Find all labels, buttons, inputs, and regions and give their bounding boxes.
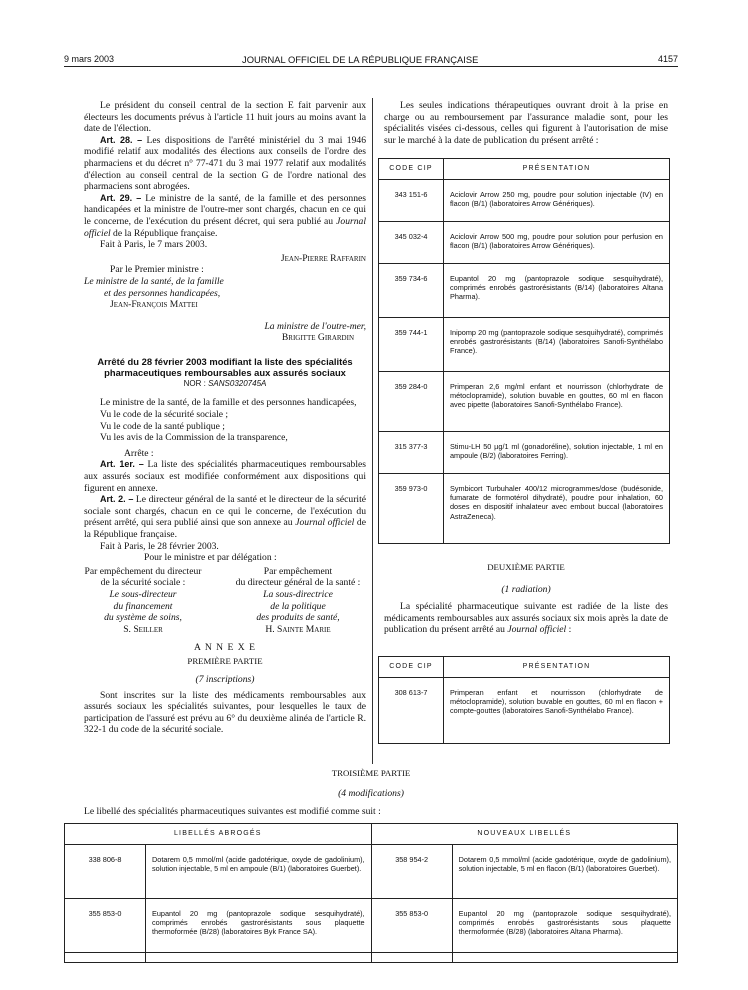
- modifications-table: [64, 823, 678, 963]
- troisieme-partie-heading: TROISIÈME PARTIE: [331, 768, 411, 778]
- radiation-count: (1 radiation): [501, 583, 551, 595]
- right-column: [384, 100, 668, 146]
- article-2: Art. 2. – Le directeur général de la santé et le directeur de la sécurité sociale sont chargés, chacun en ce qui le concerne, de l'exécution du présent arrêté, qui sera publié ainsi que son annexe au Journal officiel de la République française.: [84, 494, 367, 540]
- fait-paris-2: Fait à Paris, le 28 février 2003.: [100, 540, 219, 552]
- table-row: 345 032-4 Aciclovir Arrow 500 mg, poudre pour solution pour perfusion en flacon (B/1) (laboratoires Arrow Génériques).: [379, 222, 670, 264]
- col-presentation: PRÉSENTATION: [444, 657, 670, 678]
- paragraph-president: Le président du conseil central de la section E fait parvenir aux électeurs les documents prévus à l'article 11 huit jours au moins avant la date de l'élection.: [84, 100, 366, 135]
- signature-seiller: S. Seiller: [123, 623, 163, 635]
- vu-code-sante: Vu le code de la santé publique ;: [100, 420, 225, 432]
- radiation-table: [378, 656, 670, 744]
- signature-raffarin: Jean-Pierre Raffarin: [280, 252, 366, 264]
- pour-le-ministre: Pour le ministre et par délégation :: [144, 552, 277, 564]
- left-column: [84, 100, 366, 736]
- ministre-sante-line1: Le ministre de la santé, de la famille: [84, 275, 224, 287]
- signature-seiller-block: Par empêchement du directeur de la sécurité sociale : Le sous-directeur du financement du système de soins, S. Seiller: [68, 566, 218, 636]
- header-page-number: 4157: [657, 54, 678, 64]
- fait-paris-1: Fait à Paris, le 7 mars 2003.: [100, 239, 208, 251]
- vu-avis: Vu les avis de la Commission de la transparence,: [100, 432, 288, 444]
- col-code-cip: CODE CIP: [379, 657, 444, 678]
- table-row: 359 734-6 Eupantol 20 mg (pantoprazole sodique sesquihydraté), comprimés enrobés gastrorésistants (B/14) (laboratoires Altana Pharma).: [379, 264, 670, 318]
- le-ministre: Le ministre de la santé, de la famille et des personnes handicapées,: [100, 397, 357, 409]
- deuxieme-partie-heading: DEUXIÈME PARTIE: [487, 562, 565, 572]
- indications-intro: Les seules indications thérapeutiques ouvrant droit à la prise en charge ou au remboursement par l'assurance maladie sont, pour les spécialités visées ci-dessous, celles qui figurent à l'autorisation de mise sur le marché à la date de publication du présent arrêté :: [384, 100, 668, 146]
- header-journal-title: JOURNAL OFFICIEL DE LA RÉPUBLIQUE FRANÇAISE: [242, 54, 479, 65]
- col-libelles-abroges: LIBELLÉS ABROGÉS: [65, 824, 372, 845]
- nor-reference: NOR : SANS0320745A: [183, 378, 267, 388]
- col-code-cip: CODE CIP: [379, 159, 444, 180]
- annexe-heading: A N N E X E: [194, 641, 256, 653]
- ministre-outremer: La ministre de l'outre-mer,: [264, 320, 366, 332]
- arrete-title: Arrêté du 28 février 2003 modifiant la liste des spécialités pharmaceutiques remboursables aux assurés sociaux: [97, 355, 353, 378]
- table-row: 359 284-0 Primperan 2,6 mg/ml enfant et nourrisson (chlorhydrate de métoclopramide), solution buvable en gouttes, 60 ml en flacon avec pipette (laboratoires Sanofi-Synthélabo France).: [379, 372, 670, 432]
- vu-code-securite: Vu le code de la sécurité sociale ;: [100, 409, 229, 421]
- signature-mattei: Jean-François Mattei: [110, 299, 198, 311]
- inscriptions-table: [378, 158, 670, 544]
- libelle-paragraph: Le libellé des spécialités pharmaceutiques suivantes est modifié comme suit :: [84, 806, 381, 817]
- table-row: 338 806-8 Dotarem 0,5 mmol/ml (acide gadotérique, oxyde de gadolinium), solution injectable, 5 ml en ampoule (B/1) (laboratoires Guerbet). 358 954-2 Dotarem 0,5 mmol/ml (acide gadotérique, oxyde de gadolinium), solution injectable, 5 ml en flacon (B/1) (laboratoires Guerbet).: [65, 845, 678, 899]
- premiere-partie-heading: PREMIÈRE PARTIE: [187, 656, 263, 667]
- table-row: [65, 953, 678, 963]
- table-row: 308 613-7 Primperan enfant et nourrisson (chlorhydrate de métoclopramide), solution buvable en gouttes, 60 ml en flacon + compte-gouttes (laboratoires Sanofi-Synthélabo France).: [379, 678, 670, 744]
- troisieme-partie-section: [64, 768, 678, 799]
- table-row: 355 853-0 Eupantol 20 mg (pantoprazole sodique sesquihydraté), comprimés enrobés gastrorésistants sous plaquette thermoformée (B/28) (laboratoires Byk France SA). 355 853-0 Eupantol 20 mg (pantoprazole sodique sesquihydraté), comprimés enrobés gastrorésistants sous plaquette thermoformée (B/28) (laboratoires Altana Pharma).: [65, 899, 678, 953]
- header-date: 9 mars 2003: [64, 54, 115, 64]
- ministre-sante-line2: et des personnes handicapées,: [104, 287, 221, 299]
- article-29: Art. 29. – Le ministre de la santé, de la famille et des personnes handicapées et la ministre de l'outre-mer sont chargés, chacun en ce qui le concerne, de l'exécution du présent décret, qui sera publié au Journal officiel de la République française.: [84, 192, 366, 239]
- signature-block: [84, 566, 366, 636]
- table-row: 359 973-0 Symbicort Turbuhaler 400/12 microgrammes/dose (budésonide, fumarate de formotérol dihydraté), poudre pour inhalation, 60 doses en dispositif inhalateur avec embout buccal (laboratoires AstraZeneca).: [379, 474, 670, 544]
- signature-girardin: Brigitte Girardin: [281, 332, 354, 344]
- arrete-label: Arrête :: [124, 447, 154, 459]
- col-presentation: PRÉSENTATION: [444, 159, 670, 180]
- signature-sainte-marie-block: Par empêchement du directeur général de la santé : La sous-directrice de la politique des produits de santé, H. Sainte Marie: [218, 566, 378, 636]
- col-nouveaux-libelles: NOUVEAUX LIBELLÉS: [371, 824, 677, 845]
- inscriptions-count: (7 inscriptions): [195, 673, 255, 685]
- table-row: 359 744-1 Inipomp 20 mg (pantoprazole sodique sesquihydraté), comprimés enrobés gastrorésistants (B/14) (laboratoires Sanofi-Synthélabo France).: [379, 318, 670, 372]
- column-divider: [372, 98, 373, 764]
- par-premier-ministre: Par le Premier ministre :: [110, 264, 204, 276]
- table-row: 343 151-6 Aciclovir Arrow 250 mg, poudre pour solution injectable (IV) en flacon (B/1) (laboratoires Arrow Génériques).: [379, 180, 670, 222]
- article-1: Art. 1er. – La liste des spécialités pharmaceutiques remboursables aux assurés sociaux est modifiée conformément aux dispositions qui figurent en annexe.: [84, 459, 366, 494]
- sont-inscrites: Sont inscrites sur la liste des médicaments remboursables aux assurés sociaux les spécialités suivantes, pour lesquelles le taux de participation de l'assuré est prévu au 6° du deuxième alinéa de l'article R. 322-1 du code de la sécurité sociale.: [84, 689, 366, 736]
- signature-sainte-marie: H. Sainte Marie: [265, 623, 331, 635]
- table-row: 315 377-3 Stimu-LH 50 µg/1 ml (gonadoréline), solution injectable, 1 ml en ampoule (B/2) (laboratoires Ferring).: [379, 432, 670, 474]
- modifications-count: (4 modifications): [338, 787, 404, 799]
- header-rule: [64, 66, 678, 67]
- deuxieme-partie-section: [384, 562, 668, 636]
- article-28: Art. 28. – Les dispositions de l'arrêté ministériel du 3 mai 1946 modifié relatif aux modalités des élections aux conseils de l'ordre des pharmaciens et du décret n° 77-471 du 3 mai 1977 relatif aux modalités d'élection au conseil central de la section G de l'ordre national des pharmaciens sont abrogées.: [84, 134, 366, 193]
- radiee-paragraph: La spécialité pharmaceutique suivante est radiée de la liste des médicaments remboursables aux assurés sociaux six mois après la date de publication du présent arrêté au Journal officiel :: [384, 601, 668, 636]
